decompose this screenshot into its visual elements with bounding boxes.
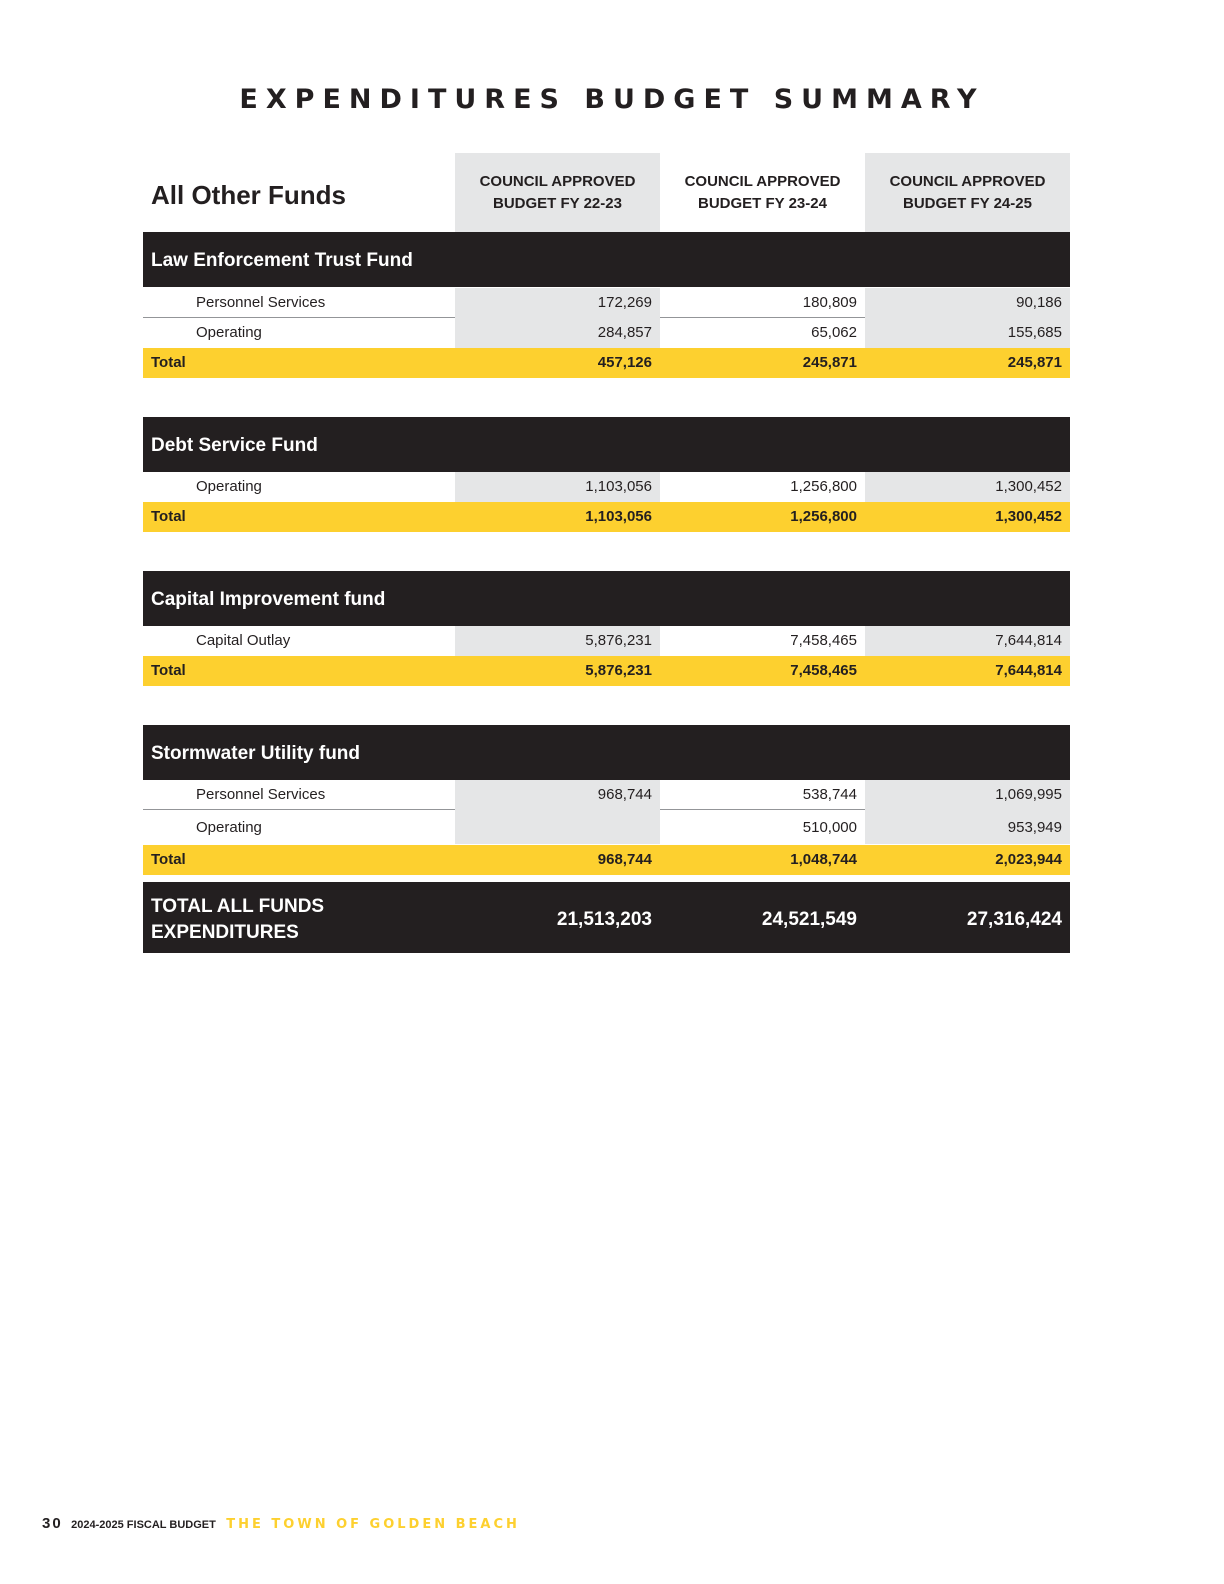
total-label: Total <box>151 354 186 371</box>
fund-header <box>143 232 1070 287</box>
grand-total-row <box>143 882 1070 953</box>
row-value: 538,744 <box>802 786 857 803</box>
total-row <box>143 502 1070 532</box>
total-label: Total <box>151 851 186 868</box>
table-row <box>143 626 1070 656</box>
row-label: Capital Outlay <box>196 632 291 649</box>
total-value: 1,256,800 <box>790 508 857 525</box>
page-title: EXPENDITURES BUDGET SUMMARY <box>239 84 985 115</box>
row-value: 284,857 <box>597 324 652 341</box>
grand-total-value: 27,316,424 <box>966 909 1062 930</box>
total-value: 245,871 <box>1007 354 1062 371</box>
grand-total-label-line2: EXPENDITURES <box>151 922 299 943</box>
row-label: Operating <box>196 324 262 341</box>
table-row <box>143 780 1070 810</box>
total-value: 2,023,944 <box>995 851 1062 868</box>
total-row <box>143 348 1070 378</box>
total-value: 7,644,814 <box>995 662 1062 679</box>
fund-header <box>143 417 1070 472</box>
total-row <box>143 656 1070 686</box>
grand-total-label-line1: TOTAL ALL FUNDS <box>151 896 325 917</box>
row-label: Personnel Services <box>196 786 326 803</box>
page-footer <box>42 1514 520 1534</box>
column-header-fy22-23: COUNCIL APPROVED BUDGET FY 22-23 <box>455 153 660 232</box>
row-value: 172,269 <box>597 294 652 311</box>
total-value: 245,871 <box>802 354 857 371</box>
total-label: Total <box>151 508 186 525</box>
column-header-fy24-25: COUNCIL APPROVED BUDGET FY 24-25 <box>865 153 1070 232</box>
column-header-fy23-24: COUNCIL APPROVED BUDGET FY 23-24 <box>684 172 841 212</box>
table-row <box>143 472 1070 502</box>
row-value: 155,685 <box>1007 324 1062 341</box>
table-row <box>143 810 1070 844</box>
total-value: 968,744 <box>597 851 652 868</box>
table-row <box>143 288 1070 318</box>
total-value: 7,458,465 <box>790 662 857 679</box>
table-header <box>143 153 1070 232</box>
total-value: 1,103,056 <box>585 508 652 525</box>
row-value <box>455 810 652 844</box>
town-name: THE TOWN OF GOLDEN BEACH <box>226 1517 520 1532</box>
row-value: 510,000 <box>802 819 857 836</box>
total-label: Total <box>151 662 186 679</box>
fund-title: Stormwater Utility fund <box>151 743 361 764</box>
fund-title: Law Enforcement Trust Fund <box>151 250 413 271</box>
row-label: Personnel Services <box>196 294 326 311</box>
row-label: Operating <box>196 478 262 495</box>
grand-total-value: 21,513,203 <box>556 909 652 930</box>
total-row <box>143 845 1070 875</box>
fund-title: Debt Service Fund <box>151 435 318 456</box>
grand-total-value: 24,521,549 <box>761 909 857 930</box>
fund-header <box>143 725 1070 780</box>
fund-title: Capital Improvement fund <box>151 589 386 610</box>
row-value: 65,062 <box>811 324 857 341</box>
row-value: 7,458,465 <box>790 632 857 649</box>
table-row <box>143 318 1070 348</box>
fund-header <box>143 571 1070 626</box>
row-value: 1,256,800 <box>790 478 857 495</box>
document-title: 2024-2025 FISCAL BUDGET <box>71 1519 216 1531</box>
total-value: 5,876,231 <box>585 662 652 679</box>
total-value: 1,300,452 <box>995 508 1062 525</box>
grand-total-label <box>151 894 411 946</box>
row-value: 968,744 <box>597 786 652 803</box>
total-value: 457,126 <box>597 354 652 371</box>
row-value: 5,876,231 <box>585 632 652 649</box>
row-value: 1,103,056 <box>585 478 652 495</box>
row-value: 1,300,452 <box>995 478 1062 495</box>
row-value: 1,069,995 <box>995 786 1062 803</box>
total-value: 1,048,744 <box>790 851 857 868</box>
row-value: 90,186 <box>1016 294 1062 311</box>
row-value: 953,949 <box>1007 819 1062 836</box>
page-number: 30 <box>42 1515 63 1532</box>
row-label: Operating <box>196 819 262 836</box>
row-value: 7,644,814 <box>995 632 1062 649</box>
row-value: 180,809 <box>802 294 857 311</box>
table-label: All Other Funds <box>151 180 346 210</box>
